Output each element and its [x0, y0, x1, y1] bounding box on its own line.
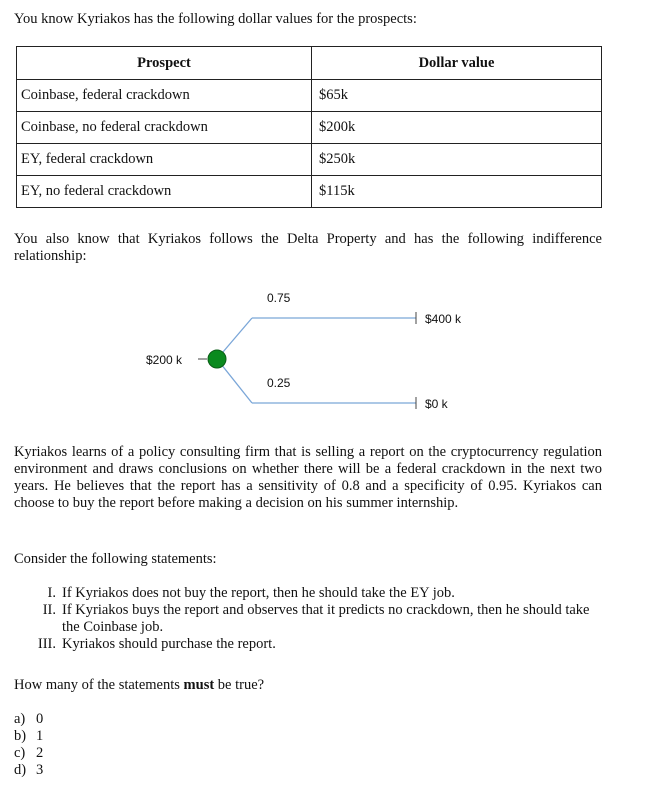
statement-number: II. — [42, 602, 56, 618]
value-cell: $115k — [312, 176, 602, 208]
indifference-tree-diagram — [0, 280, 667, 415]
question-after: be true? — [214, 677, 265, 693]
prospect-cell: EY, no federal crackdown — [17, 176, 312, 208]
certain-equivalent-label: $200 k — [146, 353, 183, 367]
option-value: 2 — [36, 745, 44, 761]
table-row — [17, 80, 602, 112]
statement-list — [14, 585, 604, 653]
option-label: c) — [14, 745, 26, 761]
report-description-text: Kyriakos learns of a policy consulting firm that is selling a report on the cryptocurrency regulation environment and draws conclusions on whether there will be a federal crackdown in the next two years. He believes that the report has a sensitivity of 0.8 and a specificity of 0.95. Kyriakos can choose to buy the report before making a decision on his summer internship. — [14, 444, 602, 511]
statement-text: If Kyriakos does not buy the report, then he should take the EY job. — [62, 585, 455, 601]
statement-text: If Kyriakos buys the report and observes that it predicts no crackdown, then he should take the Coinbase job. — [62, 602, 590, 635]
option-label: b) — [14, 728, 27, 744]
statement-item — [14, 585, 604, 602]
prospect-header: Prospect — [17, 47, 312, 80]
prospect-value-table — [16, 46, 602, 208]
question-emphasis: must — [183, 677, 215, 693]
value-cell: $250k — [312, 144, 602, 176]
upper-probability-label: 0.75 — [267, 291, 291, 305]
question-text — [14, 677, 602, 694]
statement-number: III. — [37, 636, 56, 652]
upper-outcome-label: $400 k — [425, 312, 462, 326]
statement-item — [14, 636, 604, 653]
consider-text: Consider the following statements: — [14, 551, 217, 567]
answer-option[interactable] — [14, 745, 43, 762]
delta-property-text: You also know that Kyriakos follows the Delta Property and has the following indifference relationship: — [14, 231, 602, 264]
lower-outcome-label: $0 k — [425, 397, 448, 411]
value-cell: $65k — [312, 80, 602, 112]
lower-probability-label: 0.25 — [267, 376, 291, 390]
statement-number: I. — [47, 585, 56, 601]
prospect-cell: Coinbase, no federal crackdown — [17, 112, 312, 144]
option-label: a) — [14, 711, 26, 727]
table-row — [17, 112, 602, 144]
question-before: How many of the statements — [14, 677, 184, 693]
value-cell: $200k — [312, 112, 602, 144]
answer-option[interactable] — [14, 728, 43, 745]
prospect-cell: EY, federal crackdown — [17, 144, 312, 176]
answer-option[interactable] — [14, 762, 43, 779]
table-row — [17, 176, 602, 208]
table-header-row — [17, 47, 602, 80]
prospect-cell: Coinbase, federal crackdown — [17, 80, 312, 112]
dollar-value-header: Dollar value — [312, 47, 602, 80]
answer-options — [14, 711, 43, 779]
table-row — [17, 144, 602, 176]
statement-text: Kyriakos should purchase the report. — [62, 636, 276, 652]
statement-item — [14, 602, 604, 636]
option-value: 0 — [36, 711, 44, 727]
intro-text: You know Kyriakos has the following dollar values for the prospects: — [14, 11, 417, 27]
answer-option[interactable] — [14, 711, 43, 728]
option-value: 1 — [36, 728, 44, 744]
chance-node-circle — [208, 350, 226, 368]
option-value: 3 — [36, 762, 44, 778]
option-label: d) — [14, 762, 27, 778]
